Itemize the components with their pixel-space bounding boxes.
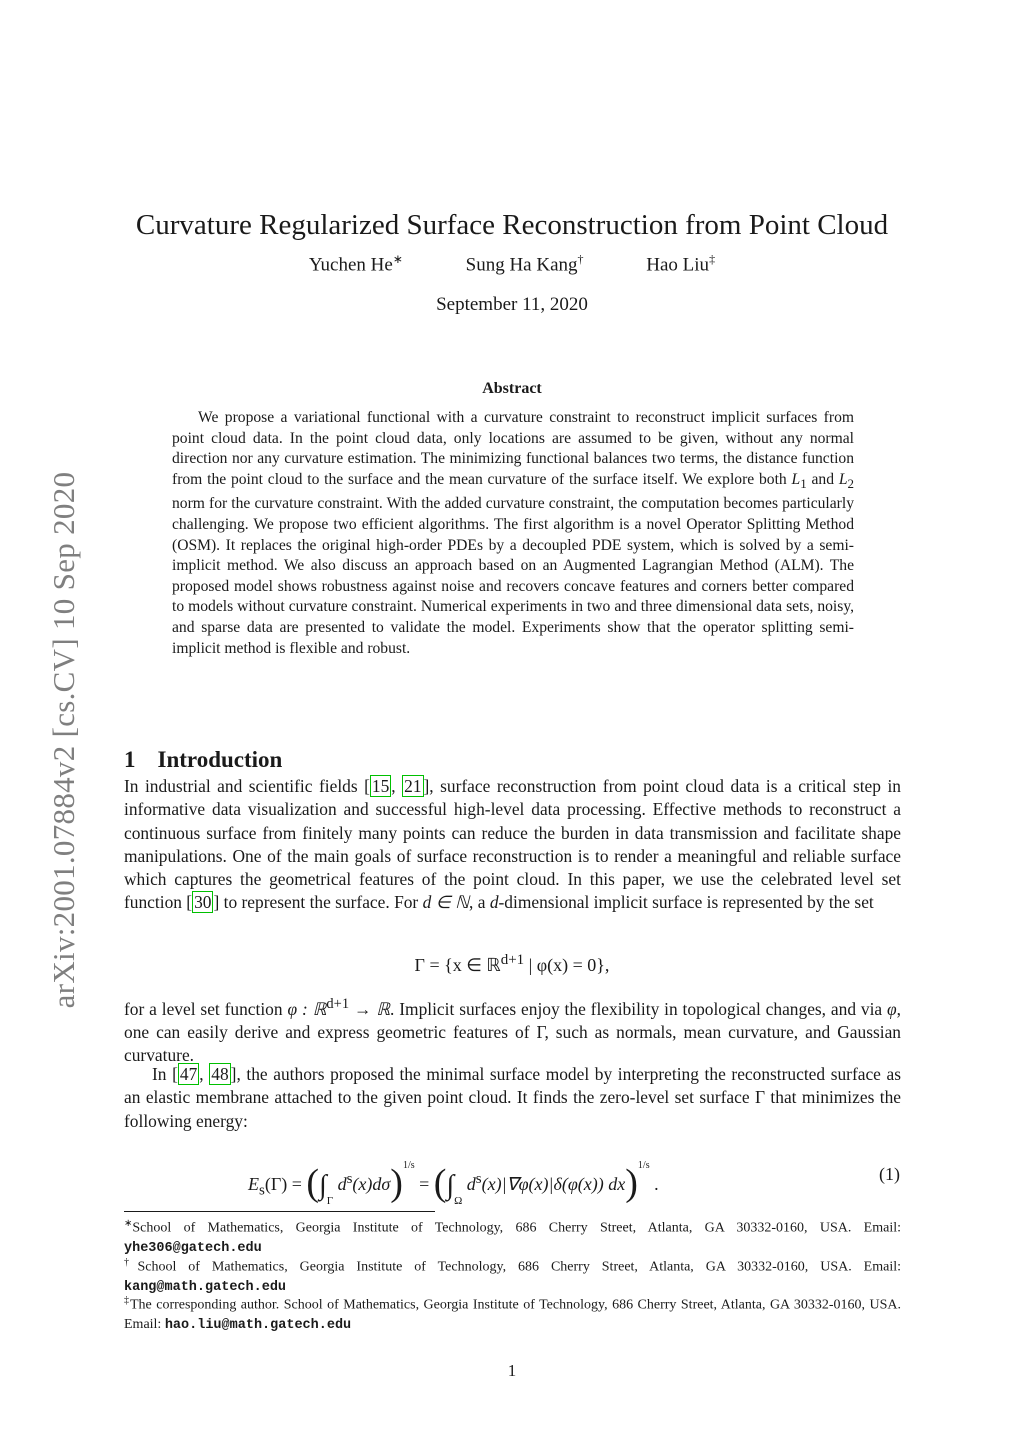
- power-exponent: 1/s: [637, 1160, 650, 1172]
- section-title: Introduction: [157, 747, 283, 773]
- citation-link[interactable]: 48: [211, 1064, 229, 1084]
- norm-l1-subscript: 1: [800, 475, 807, 491]
- math-inline: d ∈ ℕ: [422, 892, 470, 913]
- arxiv-identifier-stamp: arXiv:2001.07884v2 [cs.CV] 10 Sep 2020: [46, 471, 81, 1009]
- integral-domain: Γ: [326, 1195, 334, 1208]
- author-mark: †: [577, 252, 584, 266]
- author-3: [646, 252, 715, 276]
- para-text: In [: [152, 1064, 178, 1084]
- author-name: Yuchen He: [308, 254, 393, 276]
- integrand-rest: (x)dσ: [352, 1174, 391, 1195]
- author-mark: ‡: [709, 252, 716, 266]
- email-link[interactable]: kang@math.gatech.edu: [124, 1279, 287, 1295]
- footnote-1: [124, 1214, 901, 1258]
- eq-lhs-arg: (Γ) =: [264, 1174, 302, 1195]
- para-text: ] to represent the surface. For: [213, 892, 423, 913]
- footnote-mark: ∗: [124, 1218, 133, 1229]
- para-text: ], surface reconstruction from point cloud data is a critical step in informative data visualization and successful high-level data processing. Effective methods to reconstruct a continuous surface from finitely many points can reduce the burden in data transmission and facilitate shape manipulations. One of the main goals of surface reconstruction is to render a meaningful and reliable surface which captures the geometrical features of the point cloud. In this paper, we use the celebrated level set function [: [124, 776, 901, 913]
- eq-equals: =: [419, 1174, 430, 1195]
- math-superscript: d+1: [326, 996, 350, 1012]
- citation-link[interactable]: 30: [194, 892, 212, 913]
- para-text: for a level set function: [124, 998, 288, 1019]
- paper-date: September 11, 2020: [436, 294, 588, 315]
- right-paren-glyph: ): [390, 1162, 403, 1204]
- author-name: Hao Liu: [646, 254, 710, 276]
- para-text: . Implicit surfaces enjoy the flexibility in topological changes, and via: [390, 998, 888, 1019]
- para-text: ,: [391, 776, 403, 796]
- para-text: In industrial and scientific fields [: [124, 776, 370, 796]
- math-inline: d: [489, 892, 499, 913]
- math-display: Γ = {x ∈ ℝ: [414, 955, 501, 975]
- footnote-mark: ‡: [124, 1295, 130, 1306]
- math-inline: → ℝ: [349, 998, 391, 1019]
- author-list: [0, 252, 1024, 276]
- right-paren-glyph: ): [625, 1162, 638, 1204]
- abstract-heading: Abstract: [482, 380, 542, 397]
- page-number: 1: [507, 1361, 517, 1380]
- math-inline: φ : ℝ: [287, 998, 327, 1019]
- integrand-sup: s: [346, 1171, 353, 1188]
- citation-link[interactable]: 21: [404, 776, 422, 796]
- math-inline: φ: [887, 998, 897, 1019]
- integrand-rest: (x)|∇φ(x)|δ(φ(x)) dx: [481, 1174, 626, 1195]
- abstract-text: [172, 408, 854, 659]
- section-heading-introduction: [124, 747, 282, 773]
- author-name: Sung Ha Kang: [465, 254, 578, 276]
- footnote-divider: [124, 1211, 435, 1212]
- para-text: , one can easily derive and express geometric features of Γ, such as normals, mean curvature, and Gaussian curvature.: [124, 998, 902, 1066]
- footnote-text: The corresponding author. School of Mathematics, Georgia Institute of Technology, 686 Cherry Street, Atlanta, GA 30332-0160, USA. Email:: [124, 1297, 902, 1332]
- para-text: , a: [469, 892, 490, 913]
- footnote-text: School of Mathematics, Georgia Institute of Technology, 686 Cherry Street, Atlanta, GA 30332-0160, USA. Email:: [137, 1259, 902, 1275]
- integral-glyph: ∫: [319, 1170, 327, 1201]
- email-link[interactable]: yhe306@gatech.edu: [124, 1240, 262, 1256]
- left-paren-glyph: (: [433, 1162, 447, 1204]
- para-text: ,: [199, 1064, 210, 1084]
- math-superscript: d+1: [500, 952, 525, 968]
- integrand: d: [466, 1174, 476, 1195]
- math-display: | φ(x) = 0},: [524, 955, 610, 975]
- equation-body: [248, 1160, 659, 1208]
- integrand: d: [337, 1174, 347, 1195]
- citation-link[interactable]: 15: [371, 776, 390, 796]
- footnote-3: [124, 1291, 901, 1335]
- email-link[interactable]: hao.liu@math.gatech.edu: [164, 1317, 352, 1333]
- para-text: ], the authors proposed the minimal surface model by interpreting the reconstructed surface as an elastic membrane attached to the given point cloud. It finds the zero-level set surface Γ that minimizes the following energy:: [124, 1064, 901, 1131]
- author-1: [309, 252, 403, 276]
- section-number: 1: [124, 747, 136, 773]
- norm-l1: L: [791, 470, 801, 488]
- citation-link[interactable]: 47: [179, 1064, 198, 1084]
- abstract-text-part: norm for the curvature constraint. With the added curvature constraint, the computation becomes particularly challenging. We propose two efficient algorithms. The first algorithm is a novel Operator Splitting Method (OSM). It replaces the original high-order PDEs by a decoupled PDE system, which is solved by a semi-implicit method. We also discuss an approach based on an Augmented Lagrangian Method (ALM). The proposed model shows robustness against noise and recovers concave features and corners better compared to models without curvature constraint. Numerical experiments in two and three dimensional data sets, noisy, and sparse data are presented to validate the model. Experiments show that the operator splitting semi-implicit method is flexible and robust.: [172, 495, 854, 657]
- integrand-sup: s: [475, 1171, 482, 1188]
- eq-lhs-sub: s: [259, 1182, 265, 1199]
- intro-paragraph-1: [124, 775, 901, 915]
- footnote-text: School of Mathematics, Georgia Institute of Technology, 686 Cherry Street, Atlanta, GA 30332-0160, USA. Email:: [132, 1220, 901, 1236]
- author-2: [466, 252, 584, 276]
- intro-paragraph-3: [124, 1063, 901, 1133]
- norm-l2: L: [838, 470, 848, 488]
- eq-end: .: [654, 1174, 659, 1195]
- equation-number: (1): [879, 1164, 900, 1184]
- display-equation-level-set: [0, 952, 1024, 976]
- integral-glyph: ∫: [446, 1170, 455, 1201]
- abstract-text-part: We propose a variational functional with a curvature constraint to reconstruct implicit surfaces from point cloud data. In the point cloud data, only locations are assumed to be given, without any normal direction nor any curvature estimation. The minimizing functional balances two terms, the distance function from the point cloud to the surface and the mean curvature of the surface itself. We explore both: [172, 409, 854, 488]
- integral-domain: Ω: [454, 1195, 463, 1208]
- intro-paragraph-2: [124, 993, 901, 1068]
- left-paren-glyph: (: [306, 1162, 320, 1204]
- footnote-mark: †: [124, 1257, 138, 1268]
- para-text: -dimensional implicit surface is represented by the set: [498, 892, 874, 913]
- norm-l2-subscript: 2: [847, 475, 855, 491]
- eq-lhs: E: [248, 1174, 259, 1195]
- author-mark: ∗: [392, 252, 403, 266]
- power-exponent: 1/s: [402, 1160, 415, 1172]
- abstract-text-part: and: [806, 470, 839, 488]
- equation-1: [0, 1150, 1024, 1206]
- paper-title: Curvature Regularized Surface Reconstruction from Point Cloud: [135, 209, 889, 242]
